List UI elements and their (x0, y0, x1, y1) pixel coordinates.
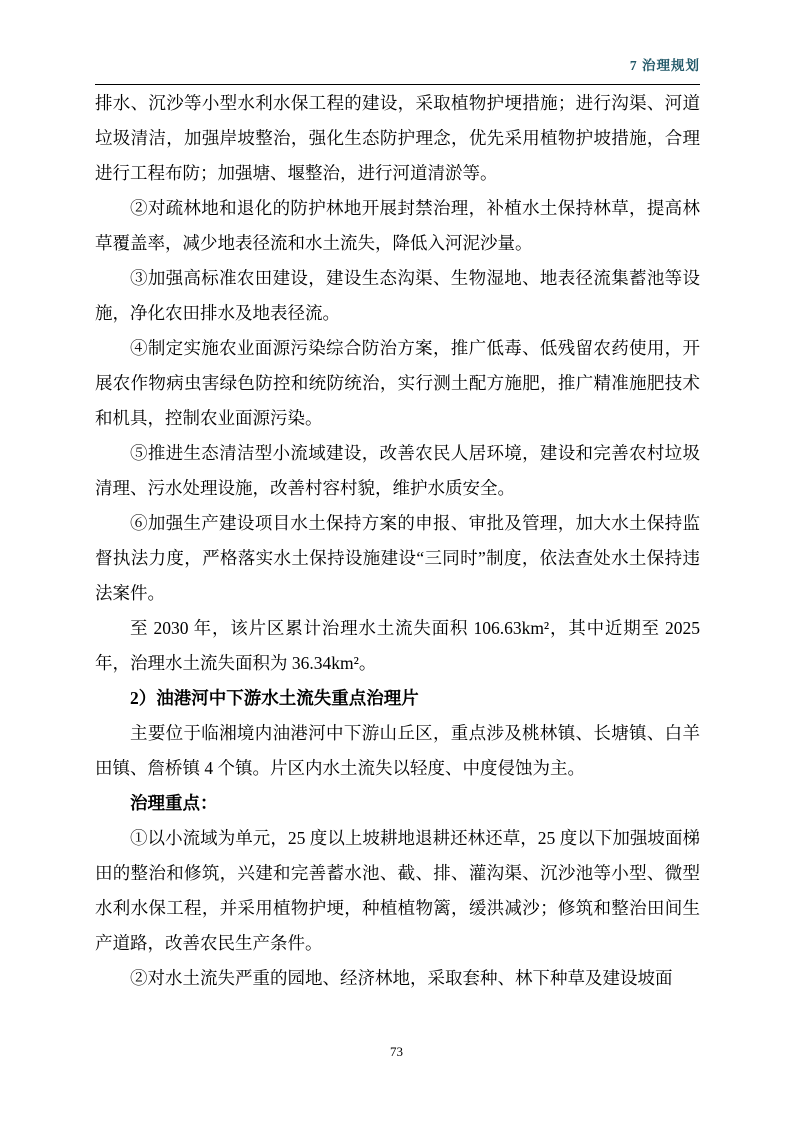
para-item-4: ④制定实施农业面源污染综合防治方案，推广低毒、低残留农药使用，开展农作物病虫害绿色防控和统防统治，实行测土配方施肥，推广精准施肥技术和机具，控制农业面源污染。 (95, 338, 700, 428)
para-item-5: ⑤推进生态清洁型小流域建设，改善农民人居环境，建设和完善农村垃圾清理、污水处理设施，改善村容村貌，维护水质安全。 (95, 443, 700, 498)
page-header-title: 7 治理规划 (629, 58, 700, 73)
para-item-1b: ①以小流域为单元，25 度以上坡耕地退耕还林还草，25 度以下加强坡面梯田的整治和修筑，兴建和完善蓄水池、截、排、灌沟渠、沉沙池等小型、微型水利水保工程，并采用植物护埂，种植植物篱，缓洪减沙；修筑和整治田间生产道路，改善农民生产条件。 (95, 828, 700, 953)
para-item-2b: ②对水土流失严重的园地、经济林地，采取套种、林下种草及建设坡面 (130, 968, 673, 988)
heading-treatment-focus: 治理重点： (130, 793, 218, 813)
document-body (95, 86, 700, 996)
para-item-3: ③加强高标准农田建设，建设生态沟渠、生物湿地、地表径流集蓄池等设施，净化农田排水及地表径流。 (95, 268, 700, 323)
para-item-6: ⑥加强生产建设项目水土保持方案的申报、审批及管理，加大水土保持监督执法力度，严格落实水土保持设施建设“三同时”制度，依法查处水土保持违法案件。 (95, 513, 700, 603)
para-location: 主要位于临湘境内油港河中下游山丘区，重点涉及桃林镇、长塘镇、白羊田镇、詹桥镇 4 个镇。片区内水土流失以轻度、中度侵蚀为主。 (95, 723, 700, 778)
para-summary-area: 至 2030 年，该片区累计治理水土流失面积 106.63km²，其中近期至 2025 年，治理水土流失面积为 36.34km²。 (95, 618, 700, 673)
para-continuation: 排水、沉沙等小型水利水保工程的建设，采取植物护埂措施；进行沟渠、河道垃圾清洁，加强岸坡整治，强化生态防护理念，优先采用植物护坡措施，合理进行工程布防；加强塘、堰整治，进行河道清淤等。 (95, 93, 700, 183)
heading-section-2: 2）油港河中下游水土流失重点治理片 (130, 688, 419, 708)
page-number: 73 (390, 1044, 403, 1059)
header-rule (95, 84, 700, 85)
para-item-2: ②对疏林地和退化的防护林地开展封禁治理，补植水土保持林草，提高林草覆盖率，减少地表径流和水土流失，降低入河泥沙量。 (95, 198, 700, 253)
